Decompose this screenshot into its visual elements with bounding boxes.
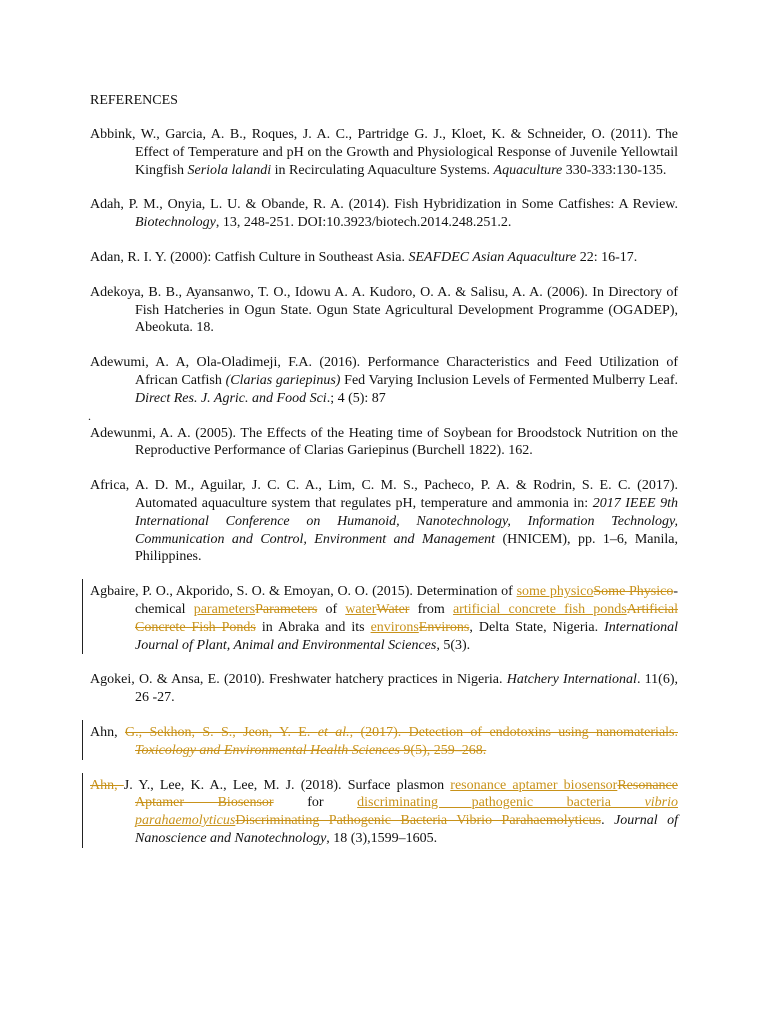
reference-text: , 18 (3),1599–1605. [326,830,438,846]
inserted-italic-text: vibrio parahaemolyticus [135,795,679,829]
italic-text: Seriola lalandi [187,162,272,178]
reference-text: Adewumi, A. A, Ola-Oladimeji, F.A. (2016). Performance Characteristics and Feed Utilization of African Catfish [90,355,678,388]
reference-text: Africa, A. D. M., Aguilar, J. C. C. A., Lim, C. M. S., Pacheco, P. A. & Rodrin, S. E. C. (2017). Automated aquaculture system that regulates pH, temperature and ammonia in: [90,478,678,511]
deleted-text: , (2017). Detection of endotoxins using nanomaterials. [349,724,678,740]
reference-text: Abbink, W., Garcia, A. B., Roques, J. A. C., Partridge G. J., Kloet, K. & Schneider, O. (2011). The Effect of Temperature and pH on the Growth and Physiological Response of Juvenile Yellowtail Kingfish [90,127,678,178]
reference-entry [90,583,678,654]
reference-text: . 11(6), 26 -27. [135,672,678,706]
reference-text: Agbaire, P. O., Akporido, S. O. & Emoyan, O. O. (2015). Determination of [90,584,517,600]
reference-entry [90,126,678,179]
deleted-text: 9(5), 259–268. [399,742,487,758]
inserted-text: artificial concrete fish ponds [452,601,627,617]
reference-entry [90,477,678,566]
italic-text: 2017 IEEE 9th International Conference on Humanoid, Nanotechnology, Information Technology, Communication and Control, Environment and Management [135,495,678,547]
deleted-text: Water [376,601,410,617]
change-bar [82,720,83,760]
reference-text: Ahn, [90,724,125,740]
stray-period: . [88,408,91,423]
italic-text: International Journal of Plant, Animal and Environmental Sciences, [135,619,678,653]
reference-entry [90,425,678,461]
reference-text: J. Y., Lee, K. A., Lee, M. J. (2018). Surface plasmon [123,777,451,793]
reference-entry [90,196,678,232]
change-bar [82,579,83,654]
reference-entry [90,777,678,848]
reference-entry [90,671,678,707]
deleted-italic-text: Toxicology and Environmental Health Sciences [135,742,400,758]
italic-text: Direct Res. J. Agric. and Food Sci [135,390,327,406]
reference-entry [90,249,678,267]
italic-text: SEAFDEC Asian Aquaculture [408,249,577,265]
reference-text: -chemical [135,584,678,617]
deleted-text: Discriminating Pathogenic Bacteria Vibrio Parahaemolyticus [235,813,602,829]
reference-text: , Delta State, Nigeria. [469,619,605,635]
deleted-text: Environs [418,619,470,635]
reference-list [90,126,678,848]
reference-text: , 13, 248-251. DOI:10.3923/biotech.2014.248.251.2. [215,215,512,231]
italic-text: Hatchery International [506,672,637,688]
deleted-text: Some Physico [593,584,674,600]
reference-text: Adah, P. M., Onyia, L. U. & Obande, R. A. (2014). Fish Hybridization in Some Catfishes: A Review. [90,197,678,213]
inserted-text: water [345,601,377,617]
deleted-text: Ahn, [90,777,124,793]
reference-text: (HNICEM), pp. 1–6, Manila, Philippines. [135,531,679,565]
deleted-text: Resonance Aptamer Biosensor [135,777,678,811]
reference-text: Agokei, O. & Ansa, E. (2010). Freshwater hatchery practices in Nigeria. [90,672,507,688]
italic-text: Biotechnology [135,215,216,231]
reference-entry [90,284,678,337]
reference-text: 22: 16-17. [576,249,638,265]
inserted-text: discriminating pathogenic bacteria [357,795,645,811]
reference-text: for [273,795,358,811]
deleted-text: G., Sekhon, S. S., Jeon, Y. E. [124,724,318,740]
deleted-italic-text: et al. [317,724,350,740]
reference-text: 5(3). [439,637,471,653]
reference-text: in Abraka and its [255,619,371,635]
reference-text: Fed Varying Inclusion Levels of Fermented Mulberry Leaf. [340,372,678,388]
document-page [90,92,678,865]
references-heading: REFERENCES [90,93,178,108]
inserted-text: parameters [193,601,256,617]
italic-text: Aquaculture [493,162,563,178]
reference-entry [90,724,678,760]
change-bar [82,773,83,848]
deleted-text: Parameters [255,601,318,617]
reference-text: Adan, R. I. Y. (2000): Catfish Culture in Southeast Asia. [90,249,409,265]
inserted-text: some physico [516,584,594,600]
reference-text: . [601,813,615,829]
reference-text: from [409,601,453,617]
reference-text: of [317,601,346,617]
reference-text: in Recirculating Aquaculture Systems. [271,162,494,178]
reference-entry [90,354,678,407]
reference-text: .; 4 (5): 87 [326,390,386,406]
italic-text: Journal of Nanoscience and Nanotechnology [135,813,678,846]
inserted-text: environs [370,619,419,635]
reference-text: Adekoya, B. B., Ayansanwo, T. O., Idowu A. A. Kudoro, O. A. & Salisu, A. A. (2006). In Directory of Fish Hatcheries in Ogun State. Ogun State Agricultural Development Programme (OGADEP), Abeokuta. 18. [90,284,678,336]
reference-text: Adewunmi, A. A. (2005). The Effects of the Heating time of Soybean for Broodstock Nutrition on the Reproductive Performance of Clarias Gariepinus (Burchell 1822). 162. [90,425,678,459]
reference-text: 330-333:130-135. [562,162,667,178]
inserted-text: resonance aptamer biosensor [450,777,618,793]
deleted-text: Artificial Concrete Fish Ponds [135,601,678,635]
italic-text: (Clarias gariepinus) [225,372,341,388]
